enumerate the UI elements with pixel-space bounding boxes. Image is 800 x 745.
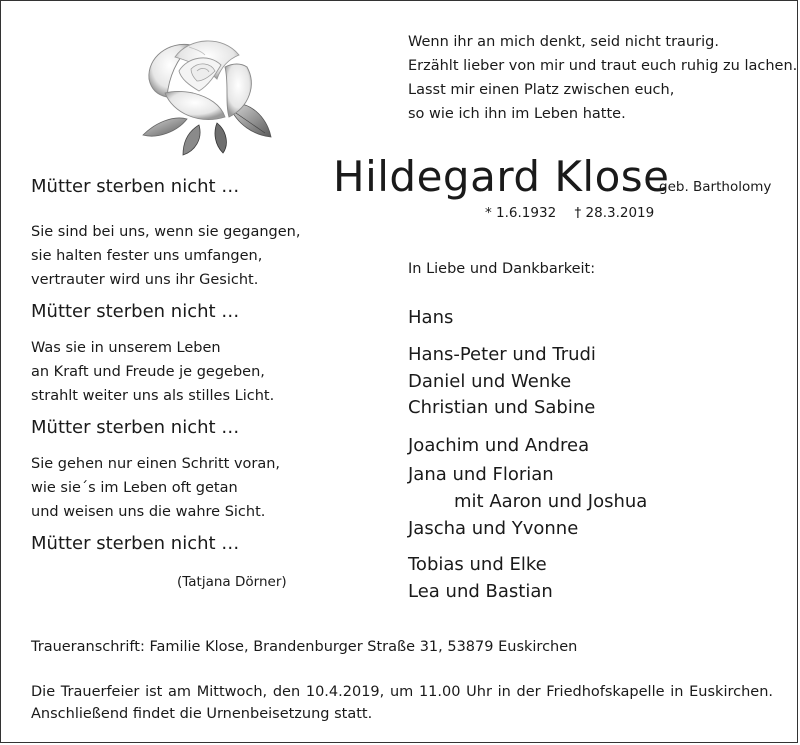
- mourner-name: Jana und Florian: [408, 464, 554, 485]
- poem-stanza-2: [31, 336, 274, 408]
- life-dates: [485, 205, 668, 221]
- mourner-name: Lea und Bastian: [408, 581, 553, 602]
- deceased-name: Hildegard Klose: [333, 152, 670, 201]
- mourner-name: Tobias und Elke: [408, 554, 547, 575]
- stanza-line: Was sie in unserem Leben: [31, 340, 221, 356]
- stanza-line: wie sie´s im Leben oft getan: [31, 480, 238, 496]
- mourner-name: Daniel und Wenke: [408, 371, 572, 392]
- poem-right-line: Erzählt lieber von mir und traut euch ruhig zu lachen.: [408, 58, 798, 74]
- stanza-line: an Kraft und Freude je gegeben,: [31, 364, 265, 380]
- poem-right-line: Lasst mir einen Platz zwischen euch,: [408, 82, 675, 98]
- ceremony-line: Anschließend findet die Urnenbeisetzung statt.: [31, 706, 373, 722]
- poem-right-line: Wenn ihr an mich denkt, seid nicht traurig.: [408, 34, 719, 50]
- stanza-line: Sie sind bei uns, wenn sie gegangen,: [31, 224, 301, 240]
- stanza-line: strahlt weiter uns als stilles Licht.: [31, 388, 275, 404]
- poem-stanza-1: [31, 220, 300, 292]
- stanza-line: Sie gehen nur einen Schritt voran,: [31, 456, 281, 472]
- mourner-name: mit Aaron und Joshua: [454, 491, 648, 512]
- stanza-line: sie halten fester uns umfangen,: [31, 248, 263, 264]
- poem-right-line: so wie ich ihn im Leben hatte.: [408, 106, 626, 122]
- stanza-line: vertrauter wird uns ihr Gesicht.: [31, 272, 259, 288]
- rose-image: [129, 27, 274, 157]
- thanks-line: In Liebe und Dankbarkeit:: [408, 261, 596, 277]
- poem-refrain: Mütter sterben nicht …: [31, 417, 240, 438]
- poem-stanza-3: [31, 452, 280, 524]
- mourner-name: Hans: [408, 307, 454, 328]
- poem-right: [408, 30, 797, 126]
- poem-author: (Tatjana Dörner): [177, 574, 287, 590]
- birth-date: * 1.6.1932: [485, 205, 557, 221]
- poem-refrain: Mütter sterben nicht …: [31, 533, 240, 554]
- ceremony-info: [31, 681, 773, 725]
- mourner-name: Hans-Peter und Trudi: [408, 344, 596, 365]
- poem-refrain: Mütter sterben nicht …: [31, 176, 240, 197]
- birth-name: geb. Bartholomy: [659, 179, 772, 195]
- stanza-line: und weisen uns die wahre Sicht.: [31, 504, 266, 520]
- death-date: † 28.3.2019: [574, 205, 655, 221]
- poem-refrain: Mütter sterben nicht …: [31, 301, 240, 322]
- mourning-address: Traueranschrift: Familie Klose, Brandenburger Straße 31, 53879 Euskirchen: [31, 639, 578, 655]
- ceremony-line: Die Trauerfeier ist am Mittwoch, den 10.4.2019, um 11.00 Uhr in der Friedhofskapelle in Euskirchen.: [31, 684, 773, 700]
- mourner-name: Joachim und Andrea: [408, 435, 590, 456]
- mourner-name: Christian und Sabine: [408, 397, 596, 418]
- mourner-name: Jascha und Yvonne: [408, 518, 579, 539]
